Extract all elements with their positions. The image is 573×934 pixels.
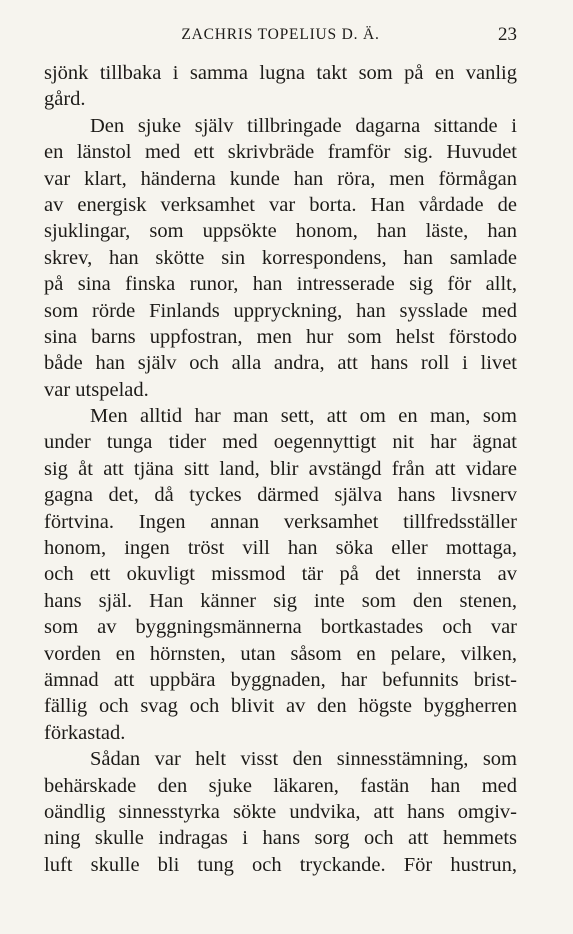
text-line: av energisk verksamhet var borta. Han vårdade de bbox=[44, 193, 517, 216]
body-text bbox=[44, 60, 517, 878]
text-line: på sina finska runor, han intresserade sig för allt, bbox=[44, 273, 517, 296]
text-line: sjönk tillbaka i samma lugna takt som på en vanlig bbox=[44, 62, 517, 84]
text-line: och ett okuvligt missmod tär på det innersta av bbox=[44, 563, 517, 586]
text-line: gagna det, då tyckes därmed själva hans livsnerv bbox=[44, 484, 517, 507]
text-line: var klart, händerna kunde han röra, men förmågan bbox=[44, 167, 517, 190]
text-line: sina barns uppfostran, men hur som helst förstodo bbox=[44, 325, 517, 348]
running-title: ZACHRIS TOPELIUS D. Ä. bbox=[181, 26, 380, 43]
text-line: förkastad. bbox=[44, 721, 126, 744]
text-line: Men alltid har man sett, att om en man, som bbox=[90, 405, 517, 428]
text-line: gård. bbox=[44, 88, 86, 111]
text-line: oändlig sinnesstyrka sökte undvika, att hans omgiv- bbox=[44, 800, 517, 823]
text-line: sig åt att tjäna sitt land, blir avstängd från att vidare bbox=[44, 457, 517, 480]
text-line: Sådan var helt visst den sinnesstämning, som bbox=[90, 748, 517, 771]
page-number: 23 bbox=[498, 24, 517, 45]
text-line: ämnad att uppbära byggnaden, har befunnits brist- bbox=[44, 668, 517, 691]
text-line: vorden en hörnsten, utan såsom en pelare, vilken, bbox=[44, 642, 517, 665]
text-line: var utspelad. bbox=[44, 378, 149, 401]
text-line: under tunga tider med oegennyttigt nit har ägnat bbox=[44, 431, 517, 454]
text-line: Den sjuke själv tillbringade dagarna sittande i bbox=[90, 114, 517, 137]
text-line: hans själ. Han känner sig inte som den stenen, bbox=[44, 589, 517, 612]
running-head bbox=[44, 24, 517, 48]
text-line: förtvina. Ingen annan verksamhet tillfredsställer bbox=[44, 510, 517, 533]
text-line: en länstol med ett skrivbräde framför sig. Huvudet bbox=[44, 141, 517, 164]
text-line: fällig och svag och blivit av den högste byggherren bbox=[44, 695, 517, 718]
text-line: honom, ingen tröst vill han söka eller mottaga, bbox=[44, 537, 517, 560]
text-line: som av byggningsmännerna bortkastades och var bbox=[44, 616, 517, 639]
text-line: luft skulle bli tung och tryckande. För hustrun, bbox=[44, 853, 517, 876]
text-line: ning skulle indragas i hans sorg och att hemmets bbox=[44, 827, 517, 850]
text-line: skrev, han skötte sin korrespondens, han samlade bbox=[44, 246, 517, 269]
text-line: både han själv och alla andra, att hans roll i livet bbox=[44, 352, 517, 375]
text-line: som rörde Finlands uppryckning, han sysslade med bbox=[44, 299, 517, 322]
text-line: behärskade den sjuke läkaren, fastän han med bbox=[44, 774, 517, 797]
text-line: sjuklingar, som uppsökte honom, han läste, han bbox=[44, 220, 517, 243]
